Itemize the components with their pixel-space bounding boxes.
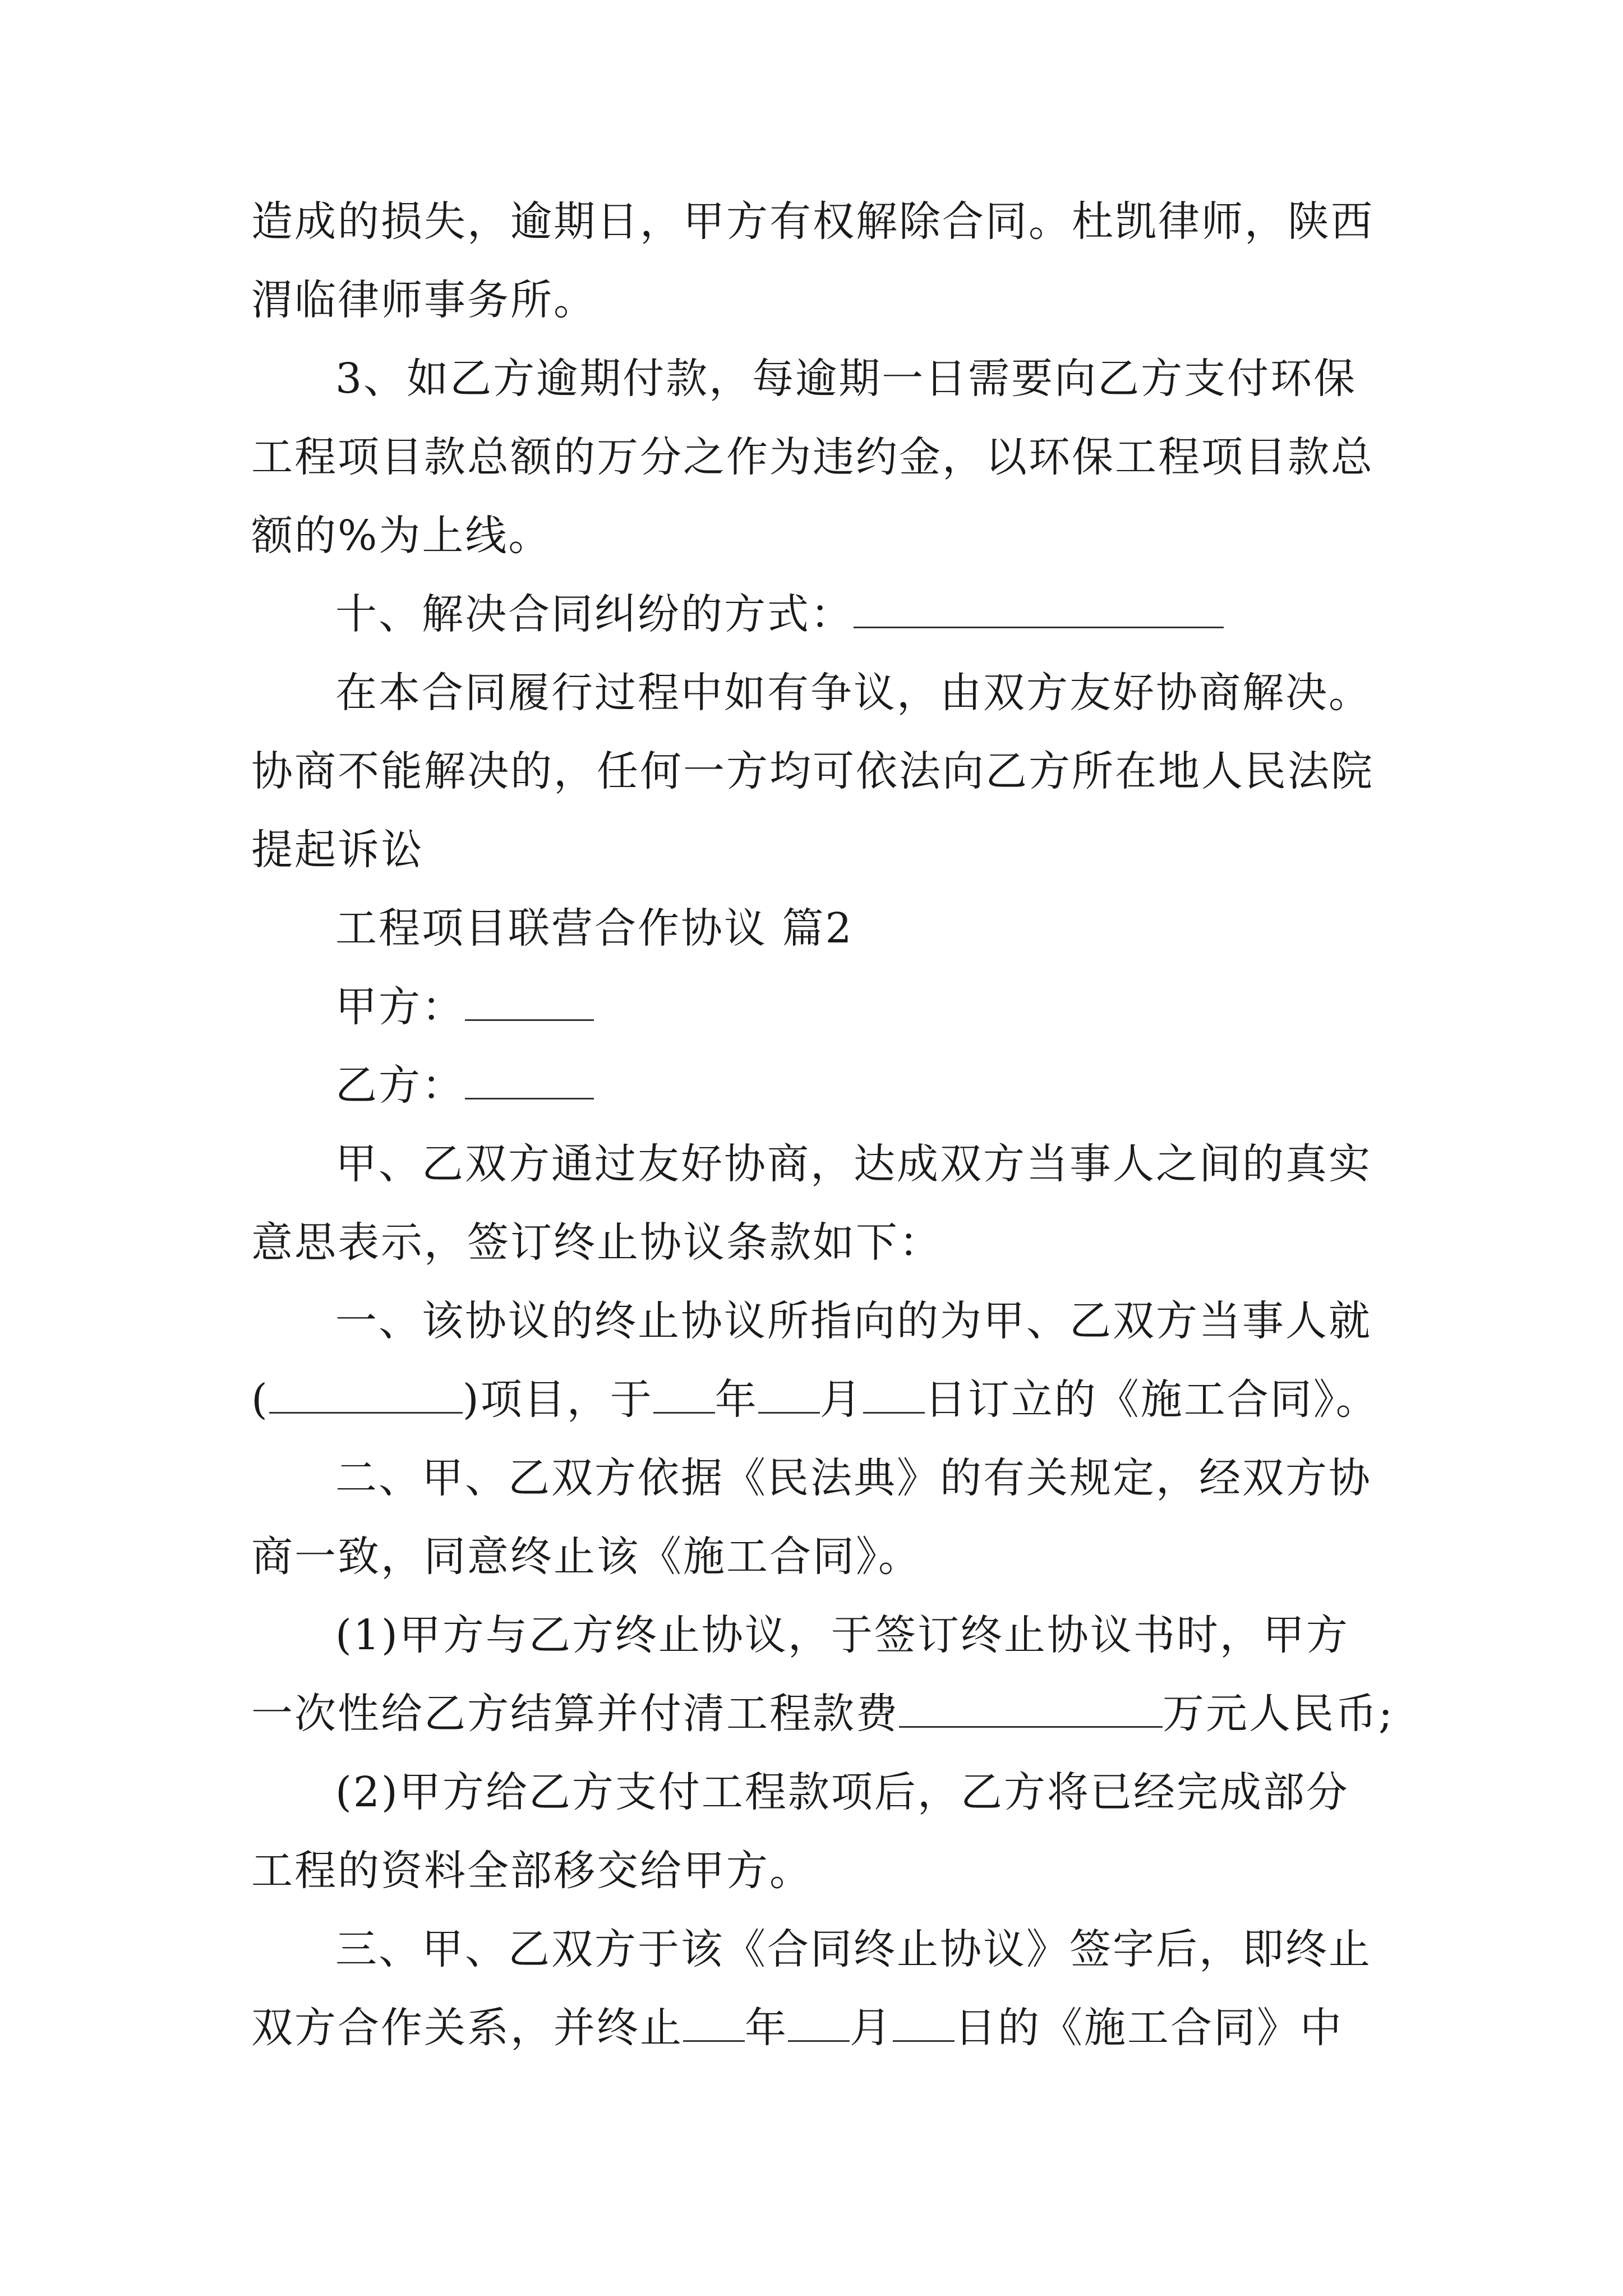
text-line: 造成的损失，逾期日，甲方有权解除合同。杜凯律师，陕西 — [251, 197, 1374, 246]
text-line: 在本合同履行过程中如有争议，由双方友好协商解决。 — [335, 669, 1372, 717]
text-line: 一、该协议的终止协议所指向的为甲、乙双方当事人就 — [335, 1297, 1372, 1345]
text-line: 商一致，同意终止该《施工合同》。 — [251, 1533, 921, 1581]
text-line: 甲、乙双方通过友好协商，达成双方当事人之间的真实 — [335, 1140, 1372, 1188]
party-b-line: 乙方： — [335, 1057, 594, 1114]
contract-reference-line: ( )项目，于 年 月 日订立的《施工合同》。 — [251, 1375, 1379, 1424]
year-blank — [653, 1376, 715, 1414]
text-line: (1)甲方与乙方终止协议，于签订终止协议书时，甲方 — [335, 1611, 1349, 1659]
text-line: 提起诉讼 — [251, 826, 424, 874]
text-line: 工程的资料全部移交给甲方。 — [251, 1847, 813, 1895]
day-blank — [863, 1376, 925, 1414]
text-line: 工程项目款总额的万分之作为违约金，以环保工程项目款总 — [251, 433, 1374, 481]
party-b-blank — [465, 1062, 594, 1099]
amount-blank — [899, 1690, 1163, 1728]
day-blank — [893, 2004, 955, 2042]
month-blank — [788, 2004, 850, 2042]
text-line: 协商不能解决的，任何一方均可依法向乙方所在地人民法院 — [251, 747, 1374, 795]
party-a-line: 甲方： — [335, 979, 594, 1035]
text-line: 三、甲、乙双方于该《合同终止协议》签字后，即终止 — [335, 1925, 1372, 1973]
text-line: 额的%为上线。 — [251, 512, 552, 560]
year-blank — [683, 2004, 745, 2042]
text-line: 意思表示，签订终止协议条款如下： — [251, 1218, 942, 1267]
blank-field — [854, 591, 1224, 628]
project-name-blank — [269, 1376, 463, 1414]
section-title: 工程项目联营合作协议 篇2 — [335, 904, 854, 953]
party-a-blank — [465, 983, 594, 1021]
section-heading-dispute: 十、解决合同纠纷的方式： — [335, 586, 1224, 642]
termination-date-line: 双方合作关系，并终止 年 月 日的《施工合同》中 — [251, 2004, 1343, 2052]
payment-line: 一次性给乙方结算并付清工程款费 万元人民币; — [251, 1690, 1394, 1738]
text-line: 渭临律师事务所。 — [251, 276, 597, 324]
text-line: 二、甲、乙双方依据《民法典》的有关规定，经双方协 — [335, 1454, 1372, 1502]
text-line: (2)甲方给乙方支付工程款项后，乙方将已经完成部分 — [335, 1768, 1349, 1816]
month-blank — [758, 1376, 820, 1414]
text-line: 3、如乙方逾期付款，每逾期一日需要向乙方支付环保 — [335, 355, 1357, 403]
